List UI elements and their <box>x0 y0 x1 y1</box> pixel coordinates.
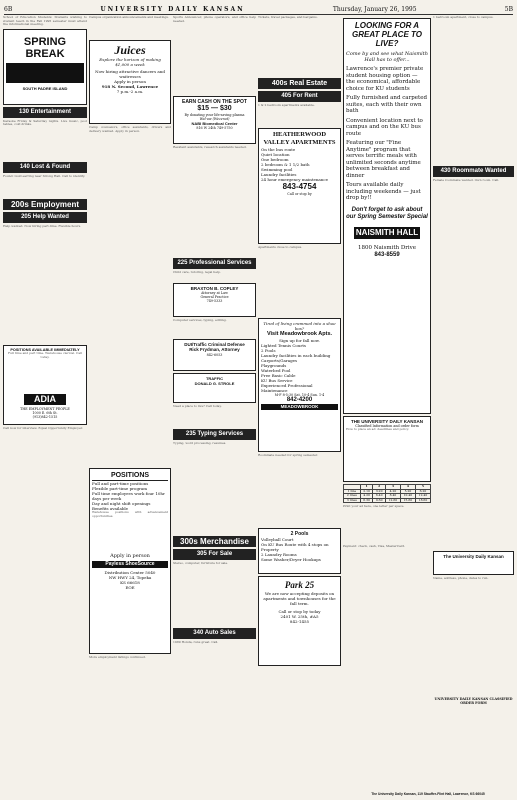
column-3-services-listings: Computer services, typing, editing. <box>173 318 227 322</box>
dui-phone: 842-6053 <box>206 353 223 357</box>
meadowbrook-feature-9: Experienced Professional Maintenance <box>261 383 313 393</box>
rates-cell: 4.20 <box>360 494 373 499</box>
rates-cell: 5.20 <box>400 489 415 494</box>
payless-ad <box>89 468 171 654</box>
pool-title: 2 Pools <box>290 531 309 537</box>
rates-cell: 9.60 <box>373 498 386 503</box>
naismith-phone: 843-8559 <box>374 251 400 258</box>
masthead: UNIVERSITY DAILY KANSAN <box>100 5 245 13</box>
looking-bullet-4: Featuring our "Fine Anytime" program that serves terrific meals with unlimited seconds anytime between breakfast and dinner <box>346 140 421 179</box>
meadowbrook-sub: Sign up for fall now. <box>279 338 320 343</box>
adia-logo: ADIA <box>24 394 66 405</box>
entertainment-heading: 130 Entertainment <box>3 107 87 118</box>
meadowbrook-hours: M-F 8-5:30 Sat. 10-4 Sun. 1-4 <box>274 393 325 397</box>
eoe-label: EOE <box>125 585 135 590</box>
looking-sub: Come by and see what Naismith Hall has to offer... <box>346 51 428 63</box>
looking-bullet-1: Lawrence's premier private student housing option — the economical, affordable choice for KU students <box>346 66 424 92</box>
spring-break-headline: SPRING BREAK <box>23 35 67 60</box>
meadowbrook-feature-5: Playgrounds <box>261 363 287 368</box>
earn-amount: $15 — $30 <box>197 105 232 112</box>
rates-header: 4 <box>400 485 415 490</box>
professional-services-intro: Child care, tutoring, legal help. <box>173 270 221 274</box>
apply-text: Apply in person <box>110 553 150 559</box>
classified-info-box <box>343 416 431 482</box>
nabi-phone: 816 W 24th 749-5750 <box>196 126 233 130</box>
rates-header: 5 <box>415 485 430 490</box>
juices-logo: Juices <box>114 43 146 57</box>
rates-cell: 2 lines <box>344 494 361 499</box>
rates-row <box>344 498 431 503</box>
typing-listings: Typing, word processing, resumes. <box>173 441 227 445</box>
column-1-filler-text: School of Education Students: Students wishing to student teach in the Fall 1995 semester must attend the informational meeting. <box>3 16 87 27</box>
naismith-logo: NAISMITH HALL <box>355 227 419 237</box>
meadowbrook-feature-6: Waterbed Pool <box>261 368 291 373</box>
payless-ad-body: Warehouse positions with advancement opportunities. <box>92 510 168 518</box>
dont-forget: Don't forget to ask about our Spring Semester Special <box>346 206 428 220</box>
help-wanted-heading: 205 Help Wanted <box>3 212 87 223</box>
looking-bullet-3: Convenient location next to campus and on the KU bus route <box>346 117 423 137</box>
rates-table <box>343 484 431 503</box>
for-rent-intro: 1 & 2 bedroom apartments available. <box>258 103 315 107</box>
dui-ad <box>173 339 256 371</box>
roommate-heading: 430 Roommate Wanted <box>433 166 514 177</box>
braxton-practice: General Practice <box>200 295 229 299</box>
column-2-help-wanted-listings: Camp counselors, office assistants, drivers and delivery wanted. Apply in person. <box>89 125 171 133</box>
lost-found-heading: 140 Lost & Found <box>3 162 87 173</box>
traffic-ad <box>173 373 256 403</box>
classified-payment-area: Payment: check, cash, Visa, MasterCard. <box>343 544 406 549</box>
nabi-name: NABI Biomedical Center <box>191 121 238 126</box>
rates-cell: 12.40 <box>415 494 430 499</box>
dui-title: DUI/Traffic Criminal Defense <box>184 342 245 347</box>
center-name: Distribution Center 5040 <box>104 570 156 575</box>
park25-phone: 842-1455 <box>289 619 310 624</box>
column-3-services-listings-2: Need a place to live? Call today. <box>173 404 222 408</box>
heatherwood-ad <box>258 128 341 244</box>
wage-line-5: Benefits available <box>92 506 129 511</box>
rates-cell: 3.20 <box>373 489 386 494</box>
classified-head: THE UNIVERSITY DAILY KANSAN <box>351 419 423 424</box>
auto-sales-listings: 1989 Honda, runs great. Call. <box>173 640 219 644</box>
meadowbrook-phone: 842-4200 <box>286 397 313 403</box>
pools-ad <box>258 528 341 574</box>
naismith-ad <box>343 18 431 414</box>
heatherwood-phone: 843-4754 <box>282 182 317 191</box>
park25-logo: Park 25 <box>284 580 315 590</box>
earn-sub: By donating your life-saving plasma <box>184 113 245 117</box>
braxton-ad <box>173 283 256 317</box>
rates-header: 3 <box>385 485 400 490</box>
park25-cta: Call or stop by today <box>278 609 321 614</box>
heatherwood-feature-5: Swimming pool <box>261 167 293 172</box>
braxton-name: BRAXTON B. COPLEY <box>190 286 239 291</box>
rates-cell: 18.60 <box>415 498 430 503</box>
center-street: NW HWY 24, Topeka <box>108 575 152 580</box>
meadowbrook-logo: MEADOWBROOK <box>261 404 338 410</box>
park25-text: We are now accepting deposits on apartments and townhouses for the fall term. <box>263 591 336 606</box>
heatherwood-feature-4: 2 bedroom & 1 1/2 bath <box>261 162 310 167</box>
wage-line-3: Full time employees work four 10hr days per week <box>92 491 165 501</box>
adia-phone: (913)842-1515 <box>32 415 58 420</box>
column-4-mid-listings: Apartments close to campus. <box>258 245 303 249</box>
juices-address: 918 N. Second, Lawrence <box>101 84 159 89</box>
traffic-title: TRAFFIC <box>205 376 224 381</box>
juices-line-3: Apply in person <box>114 79 146 84</box>
payless-logo: Payless ShoeSource <box>92 561 168 568</box>
braxton-phone: 749-5333 <box>206 299 223 303</box>
meadowbrook-feature-4: Carports/Garages <box>261 358 298 363</box>
spring-break-sub: SOUTH PADRE ISLAND <box>22 85 68 91</box>
professional-services-heading: 225 Professional Services <box>173 258 256 269</box>
adia-address: 1000 E. 6th St. <box>32 411 58 416</box>
rates-cell: 10.40 <box>400 494 415 499</box>
column-2-top-listings: Campus organization announcements and meetings. <box>89 16 169 19</box>
rates-cell: 6.40 <box>373 494 386 499</box>
adia-ad-body: Full time and part time. Warehouse clerical. Call today. <box>7 351 83 359</box>
rates-header: 1 <box>360 485 373 490</box>
meadowbrook-feature-8: KU Bus Service <box>261 378 293 383</box>
column-5 <box>343 16 431 585</box>
column-4 <box>258 16 341 668</box>
rates-cell: 6.20 <box>415 489 430 494</box>
column-4-lower-listings: Roommate needed for spring semester. <box>258 453 318 457</box>
column-4-top-listings: Tickets, travel packages, and bargains. <box>258 16 318 19</box>
wage-line-2: Flexible part-time program <box>92 486 148 491</box>
juices-line-2: Now hiring attractive dancers and waitresses <box>95 69 165 79</box>
park25-ad <box>258 576 341 666</box>
column-3-top-listings: Sports Announcer, phone operators, and office help needed. <box>173 16 256 23</box>
typing-heading: 235 Typing Services <box>173 429 256 440</box>
classified-order-grid: Print your ad here, one letter per space. <box>343 504 405 509</box>
employment-heading: 200s Employment <box>3 199 87 210</box>
spring-break-image <box>6 63 84 83</box>
column-2-bottom-listings: More employment listings continued. <box>89 655 146 659</box>
column-6-top-listings: 1 bedroom apartment, close to campus. <box>433 16 494 19</box>
pool-feature-1: Volleyball Court <box>261 537 294 542</box>
traffic-attorney: DONALD G. STROLE <box>194 381 235 386</box>
heatherwood-feature-6: Laundry facilities <box>261 172 297 177</box>
looking-title: LOOKING FOR A GREAT PLACE TO LIVE? <box>352 21 422 48</box>
looking-bullet-5: Tours available daily including weekends — just drop by!! <box>346 182 421 201</box>
positions-title: POSITIONS AVAILABLE IMMEDIATELY <box>10 347 80 352</box>
waw-label: Wal-aw (Wezenot) <box>199 117 230 121</box>
juices-line-1: Explore the horizon of making $1,000 a week <box>99 57 161 67</box>
looking-bullet-2: Fully furnished and carpeted suites, each with their own bath <box>346 95 427 114</box>
rates-header: 2 <box>373 485 386 490</box>
park25-address: 2401 W. 25th, #A5 <box>280 614 319 619</box>
earn-title: EARN CASH ON THE SPOT <box>181 99 247 105</box>
kansan-box <box>433 551 514 575</box>
form-title: UNIVERSITY DAILY KANSAN CLASSIFIED ORDER FORM <box>434 697 513 705</box>
entertainment-listings: Karaoke Friday & Saturday nights. Live music, pool tables, cold drinks. <box>3 118 87 127</box>
classified-form-fields: Name, address, phone, dates to run. <box>433 576 489 580</box>
heatherwood-feature-3: One bedroom <box>261 157 289 162</box>
meadowbrook-feature-3: Laundry facilities in each building <box>261 353 331 358</box>
column-1 <box>3 16 87 497</box>
naismith-address: 1800 Naismith Drive <box>357 244 417 251</box>
meadowbrook-feature-7: Free Basic Cable <box>261 373 296 378</box>
nabi-ad <box>173 96 256 144</box>
rates-cell: 1 line <box>344 489 361 494</box>
heatherwood-feature-7: 24 hour emergency maintenance <box>261 177 328 182</box>
for-sale-heading: 305 For Sale <box>173 549 256 560</box>
page-number-left: 6B <box>4 5 13 13</box>
column-1-bottom-listings: Call now for interview. Equal Opportunity Employer. <box>3 425 83 430</box>
adia-ad <box>3 345 87 425</box>
help-wanted-listings: Help wanted. Now hiring part-time. Flexible hours. <box>3 223 82 228</box>
rates-cell: 4.20 <box>385 489 400 494</box>
column-3 <box>173 16 256 701</box>
dui-attorney: Rick Frydman, Attorney <box>189 347 240 352</box>
classified-info-text: How to place an ad: deadlines and policy. <box>346 427 410 431</box>
wage-line-4: Day and night shift openings <box>92 501 151 506</box>
meadowbrook-name: Visit Meadowbrook Apts. <box>266 331 333 337</box>
pool-feature-3: 2 Laundry Rooms <box>261 552 297 557</box>
meadowbrook-title: Tired of living crammed into a shoe box? <box>263 321 336 331</box>
rates-cell: 6.30 <box>360 498 373 503</box>
meadowbrook-ad <box>258 318 341 452</box>
juices-hours: 7 p.m.-2 a.m. <box>116 89 144 94</box>
rates-cell: 3 lines <box>344 498 361 503</box>
kansan-heading: The University Daily Kansan <box>443 554 504 559</box>
auto-sales-heading: 340 Auto Sales <box>173 628 256 639</box>
merchandise-heading: 300s Merchandise <box>173 536 256 547</box>
meadowbrook-feature-2: 2 Pools <box>261 348 276 353</box>
braxton-title: Attorney at Law <box>201 291 228 295</box>
positions-heading: POSITIONS <box>92 471 168 481</box>
page-header <box>4 4 513 15</box>
juices-ad <box>89 40 171 124</box>
heatherwood-feature-2: Quiet location <box>261 152 290 157</box>
page-number-right: 5B <box>504 5 513 13</box>
column-3-mid-listings: Resident assistants, research assistants needed. <box>173 145 247 149</box>
heatherwood-name: HEATHERWOOD VALLEY APARTMENTS <box>263 131 336 146</box>
roommate-listings: Female roommate wanted. Own room. Call. <box>433 178 500 182</box>
lost-found-listings: Found: Gold earring near Strong Hall. Call to identify. <box>3 173 86 178</box>
pool-feature-4: Some Washer/Dryer Hookups <box>261 557 321 562</box>
spring-break-ad <box>3 29 87 105</box>
heatherwood-hours: Call or stop by <box>287 192 312 196</box>
column-2 <box>89 16 171 756</box>
classified-sub: Classified Information and order form <box>355 424 419 428</box>
rates-cell: 12.60 <box>385 498 400 503</box>
center-zip: KS 66618 <box>120 580 140 585</box>
for-sale-listings: Stereo, computer, furniture for sale. <box>173 561 229 565</box>
meadowbrook-feature-1: Lighted Tennis Courts <box>261 343 306 348</box>
rates-cell: 15.60 <box>400 498 415 503</box>
adia-tagline: THE EMPLOYMENT PEOPLE <box>20 407 70 412</box>
for-rent-heading: 405 For Rent <box>258 91 341 102</box>
rates-cell: 8.40 <box>385 494 400 499</box>
real-estate-heading: 400s Real Estate <box>258 78 341 89</box>
heatherwood-feature-1: On the bus route <box>261 147 296 152</box>
page-date: Thursday, January 26, 1995 <box>332 5 417 13</box>
pool-feature-2: On KU Bus Route with 4 stops on Property <box>261 542 329 552</box>
footer-address: The University Daily Kansan, 119 Stauffer-Flint Hall, Lawrence, KS 66045 <box>371 792 485 796</box>
rates-cell: 2.10 <box>360 489 373 494</box>
wage-line-1: Full and part-time positions <box>92 481 149 486</box>
column-6 <box>433 16 514 705</box>
